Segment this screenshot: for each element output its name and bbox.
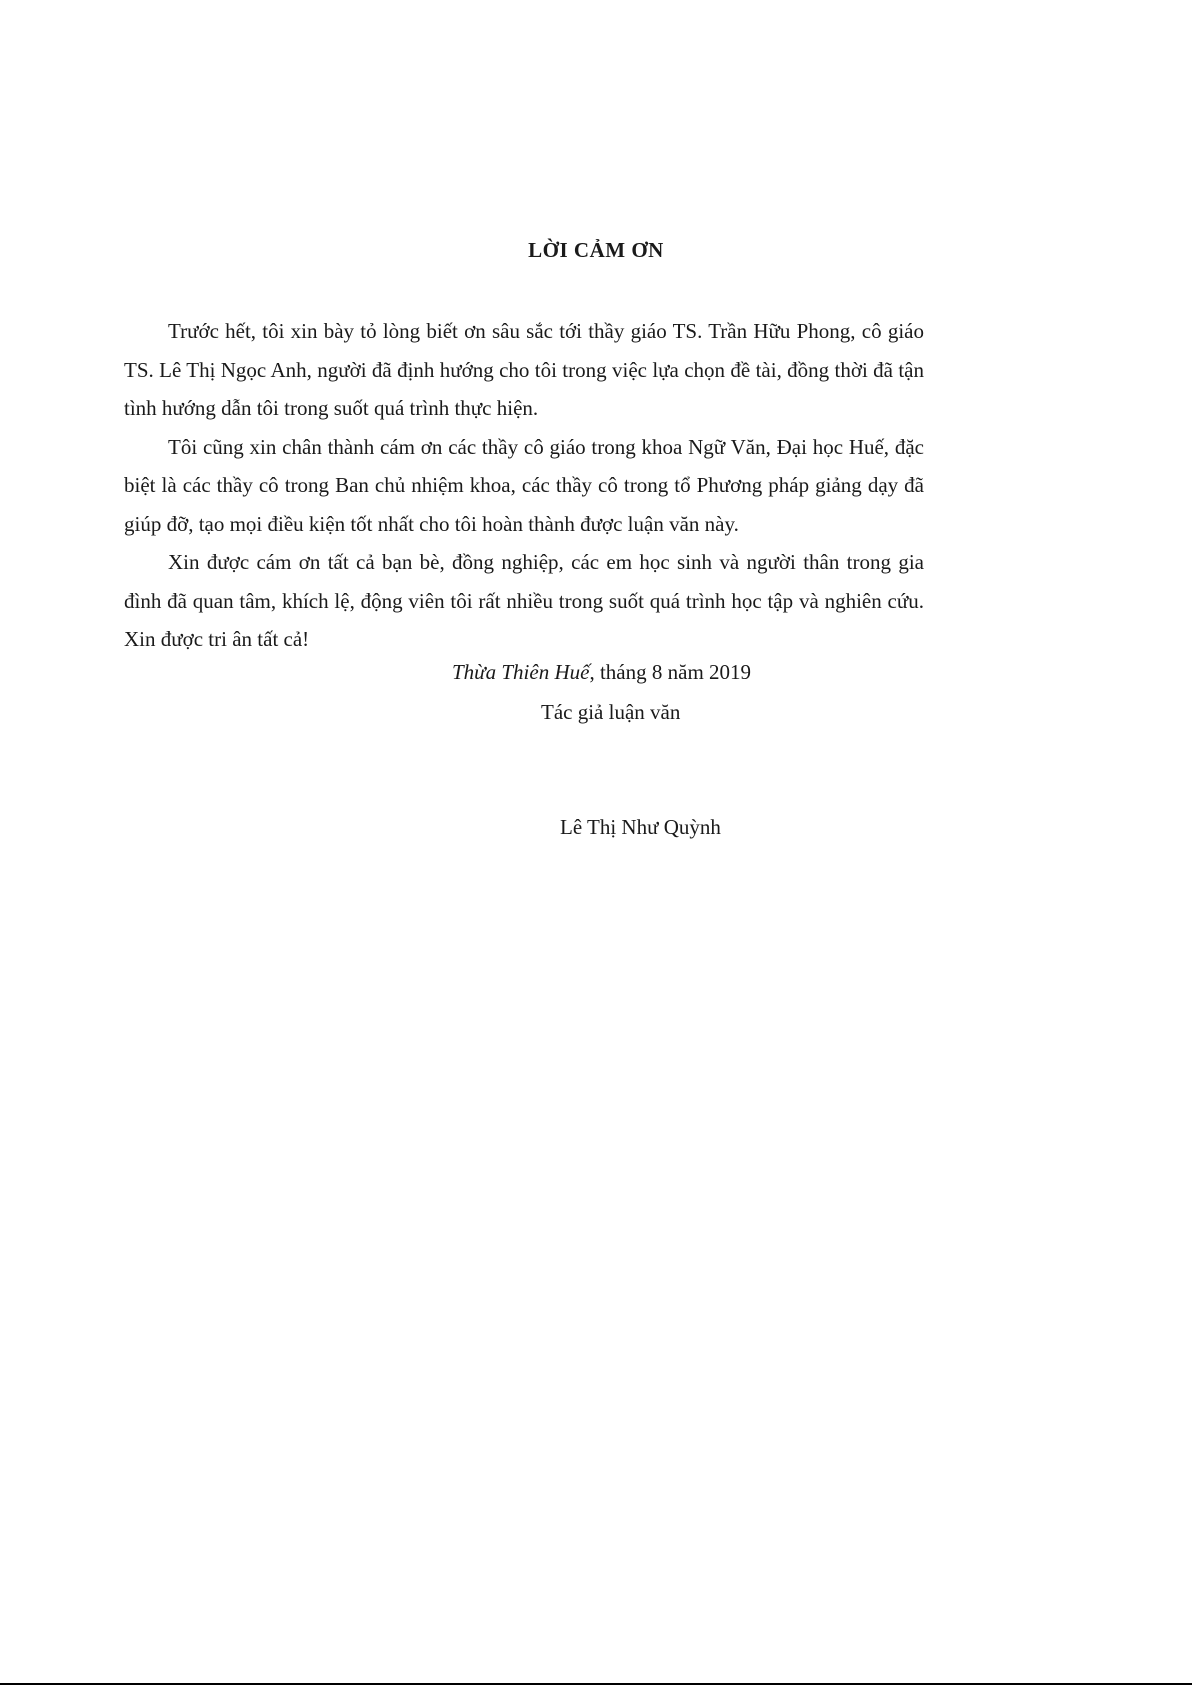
place-name: Thừa Thiên Huế	[452, 660, 590, 684]
page-title: LỜI CẢM ƠN	[528, 238, 664, 262]
place-date-line	[452, 660, 751, 685]
date-text: , tháng 8 năm 2019	[589, 660, 752, 684]
author-name: Lê Thị Như Quỳnh	[560, 815, 721, 839]
paragraph-1: Trước hết, tôi xin bày tỏ lòng biết ơn sâu sắc tới thầy giáo TS. Trần Hữu Phong, cô giáo TS. Lê Thị Ngọc Anh, người đã định hướng cho tôi trong việc lựa chọn đề tài, đồng thời đã tận tình hướng dẫn tôi trong suốt quá trình thực hiện.	[124, 319, 924, 420]
author-role: Tác giả luận văn	[541, 700, 681, 724]
paragraph-2: Tôi cũng xin chân thành cám ơn các thầy cô giáo trong khoa Ngữ Văn, Đại học Huế, đặc biệt là các thầy cô trong Ban chủ nhiệm khoa, các thầy cô trong tổ Phương pháp giảng dạy đã giúp đỡ, tạo mọi điều kiện tốt nhất cho tôi hoàn thành được luận văn này.	[124, 434, 924, 536]
paragraph-3: Xin được cám ơn tất cả bạn bè, đồng nghiệp, các em học sinh và người thân trong gia đình đã quan tâm, khích lệ, động viên tôi rất nhiều trong suốt quá trình học tập và nghiên cứu. Xin được tri ân tất cả!	[124, 550, 924, 651]
acknowledgement-body	[124, 312, 924, 659]
